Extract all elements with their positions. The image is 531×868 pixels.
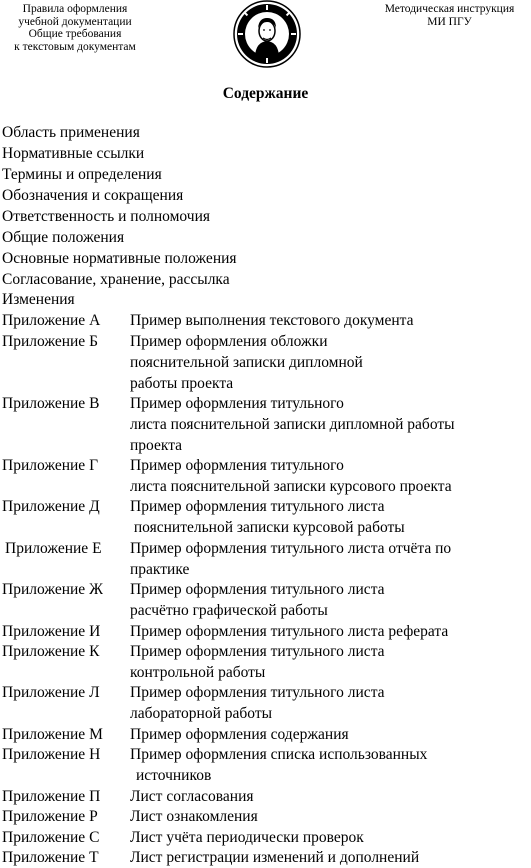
appendix-title-line: лабораторной работы [130,705,273,722]
appendix-title-line: контрольной работы [130,664,266,681]
appendix-title-line: Пример выполнения текстового документа [130,312,414,329]
appendix-title-line: Лист ознакомления [130,808,258,825]
appendix-label: Приложение С [2,829,100,846]
appendix-title-line: Пример оформления титульного листа [130,643,385,660]
appendix-label: Приложение В [2,395,100,412]
appendix-label: Приложение Д [2,498,100,515]
appendix-title [130,786,530,807]
appendix-title [130,496,530,538]
appendix-title [130,744,530,786]
appendix-title-line: Пример оформления титульного листа отчёта по [130,540,452,557]
appendix-title [130,393,530,456]
appendix-title [130,579,530,621]
page-title: Содержание [222,85,309,102]
appendix-title-line: листа пояснительной записки дипломной работы [130,416,455,433]
appendix-label: Приложение Л [2,684,100,701]
toc-item: Основные нормативные положения [2,250,237,267]
appendix-title [130,724,530,745]
appendix-title-line: Пример оформления титульного листа реферата [130,623,449,640]
appendix-label: Приложение Н [2,746,101,763]
toc-item: Обозначения и сокращения [2,187,184,204]
appendix-title [130,827,530,848]
appendix-label: Приложение К [2,643,100,660]
toc-item: Ответственность и полномочия [2,208,210,225]
header-right-line: Методическая инструкция [384,3,515,15]
appendix-title [130,455,530,497]
appendix-title-line: Пример оформления титульного листа [130,581,385,598]
appendix-label: Приложение Ж [2,581,103,598]
header-left [0,3,150,53]
header-left-line: Общие требования [28,28,122,40]
header-right-line: МИ ПГУ [427,15,472,28]
header-right [372,3,527,28]
appendix-label: Приложение П [2,788,101,805]
appendix-title [130,538,530,580]
toc-item: Изменения [2,291,75,308]
appendix-title-line: Пример оформления списка использованных [130,746,428,763]
appendix-title [130,682,530,724]
appendix-title-line: пояснительной записки дипломной [130,354,363,371]
appendix-label: Приложение Е [5,540,102,557]
toc-item: Нормативные ссылки [2,145,145,162]
header-left-line: учебной документации [18,15,132,28]
appendix-title-line: работы проекта [130,375,234,392]
appendix-label: Приложение И [2,623,101,640]
appendix-title [130,641,530,683]
appendix-title-line: Пример оформления содержания [130,726,349,743]
appendix-title-line: расчётно графической работы [130,602,328,619]
appendix-title-line: Лист согласования [130,788,254,805]
header-left-line: Правила оформления [22,3,128,15]
appendix-title-line: источников [136,767,212,784]
appendix-title [130,621,530,642]
appendix-title [130,331,530,394]
appendix-label: Приложение Б [2,333,98,350]
appendix-title [130,847,530,868]
appendix-title-line: Пример оформления обложки [130,333,328,350]
appendix-label: Приложение А [2,312,101,329]
appendix-title-line: Пример оформления титульного листа [130,498,385,515]
appendix-title-line: Пример оформления титульного листа [130,684,385,701]
appendix-title [130,806,530,827]
appendix-title-line: практике [130,561,190,578]
toc-item: Общие положения [2,229,125,246]
appendix-title-line: листа пояснительной записки курсового проекта [130,478,452,495]
university-seal-icon [233,0,301,68]
appendix-label: Приложение Р [2,808,98,825]
appendix-title-line: пояснительной записки курсовой работы [130,519,405,536]
appendix-title [130,310,530,331]
toc-item: Согласование, хранение, рассылка [2,271,230,288]
appendix-title-line: Пример оформления титульного [130,395,344,412]
appendix-label: Приложение М [2,726,103,743]
toc-item: Термины и определения [2,166,162,183]
header-left-line: к текстовым документам [14,40,136,53]
appendix-title-line: Лист регистрации изменений и дополнений [130,849,420,866]
appendix-label: Приложение Г [2,457,99,474]
appendix-title-line: Пример оформления титульного [130,457,344,474]
appendix-title-line: проекта [130,437,183,454]
appendix-label: Приложение Т [2,849,99,866]
appendix-title-line: Лист учёта периодически проверок [130,829,364,846]
toc-item: Область применения [2,124,140,141]
